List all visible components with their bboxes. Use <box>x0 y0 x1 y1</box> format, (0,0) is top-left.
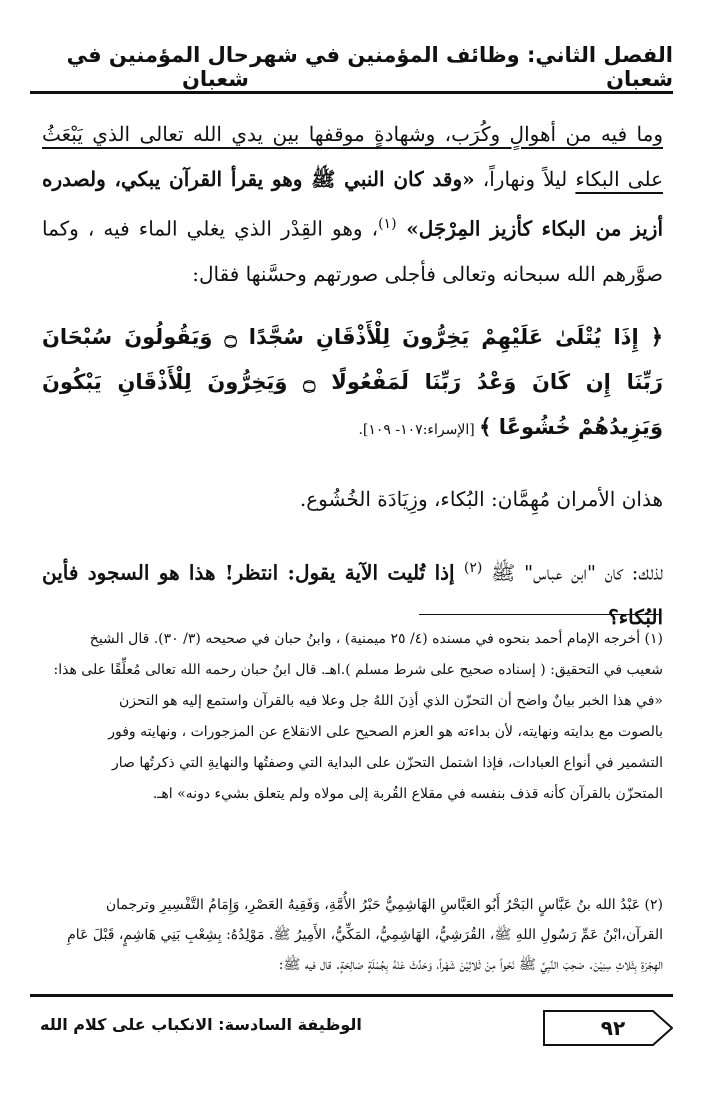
paragraph-1-line2: ليلاً ونهاراً، <box>474 167 568 191</box>
footer-divider <box>30 994 673 997</box>
verse-text: ﴿ إِذَا يُتْلَىٰ عَلَيْهِمْ يَخِرُّونَ لِلْأَذْقَانِ سُجَّدًا ۝ وَيَقُولُونَ سُبْحَانَ رَبِّنَا إِن كَانَ وَعْدُ رَبِّنَا لَمَفْعُولًا ۝ وَيَخِرُّونَ لِلْأَذْقَانِ يَبْكُونَ وَيَزِيدُهُمْ خُشُوعًا ﴾ <box>42 324 663 439</box>
paragraph-2: هذان الأمران مُهِمَّان: البُكاء، وزِيَادَة الخُشُوع. <box>299 486 663 511</box>
footnote-separator <box>419 614 661 615</box>
chapter-title: الفصل الثاني: وظائف المؤمنين في شهر شعبان <box>250 43 673 91</box>
paragraph-3-quote: إذا تُليت الآية يقول: انتظر! هذا هو السجود فأين البُكاء؟ <box>42 560 663 630</box>
page-number: ٩٢ <box>600 1016 626 1040</box>
footnote-1 <box>42 624 663 810</box>
footnote-1-line: المتحزّن بالقرآن كأنه قذف بنفسه في مقلاع القُربة إلى مولاه ولم يتعلق بشيء دونه» اهـ. <box>152 786 663 802</box>
footnote-2-line: القرآن،ابْنُ عَمِّ رَسُولِ اللهِ ﷺ، القُرَشِيُّ، الهَاشِمِيُّ، المَكِّيُّ، الأَمِيرُ ﷺ. مَوْلِدُهُ: بِشِعْبِ بَنِي هَاشِمٍ، قَبْلَ عَامِ <box>67 927 663 943</box>
footnote-1-line: شعيب في التحقيق: ( إسناده صحيح على شرط مسلم ).اهـ. قال ابنُ حبان رحمه الله تعالى مُعلِّقًا على هذا: <box>53 662 663 678</box>
footnote-2-line: الهِجْرَةِ بِثَلاثِ سِنِيْنَ. صَحِبَ النَّبِيَّ ﷺ نَحْواً مِنْ ثَلاثِيْنَ شَهْراً، وَحَدَّثَ عَنْهُ بِجُمْلَةٍ صَالِحَةٍ. قال فيه ﷺ: <box>278 957 663 973</box>
hadith-quote: «وقد كان النبي ﷺ وهو يقرأ القرآن يبكي، ولصدره أزيز من البكاء كأزيز المِرْجَل» <box>42 167 663 241</box>
paragraph-3-start: لذلك: كان "ابن عباس" ﷺ <box>482 560 663 585</box>
footnote-2-line: (٢) عَبْدُ الله بنُ عَبَّاسٍ البَحْرُ أَبُو العَبَّاسِ الهَاشِمِيُّ حَبْرُ الأُمَّةِ، وَفَقِيهُ العَصْرِ، وَإِمَامُ التَّفْسِيرِ وترجمان <box>105 897 663 913</box>
paragraph-1 <box>42 112 663 297</box>
footnote-1-line: «في هذا الخبر بيانٌ واضح أن التحزّن الذي أذِنَ اللهُ جل وعلا فيه بالقرآن واستمع إليه هو التحزن <box>119 693 663 709</box>
main-text <box>42 112 663 640</box>
page-number-tab <box>543 1010 673 1046</box>
footnote-ref-2: (٢) <box>463 559 483 576</box>
verse-reference: [الإسراء:١٠٧- ١٠٩]. <box>358 421 480 438</box>
underlined-phrase: وما فيه من أهوالٍ وكُرَب، وشهادةٍ موقفها بين يدي الله تعالى الذي يَبْعَثُ على البكاء <box>42 122 664 191</box>
header-divider <box>30 91 673 94</box>
running-header <box>30 43 673 91</box>
footnote-1-line: التشمير في أنواع العبادات، فإذا اشتمل التحزّن على البداية التي وصفتُها والنهايةِ التي ذكرتُها صار <box>112 755 663 771</box>
footnote-ref-1: (١) <box>378 216 397 232</box>
paragraph-1-rest: ، وهو القِدْر الذي يغلي الماء فيه ، وكما صوَّرهم الله سبحانه وتعالى فأجلى صورتهم وحسَّنها فقال: <box>42 216 663 286</box>
footnote-1-line: (١) أخرجه الإمام أحمد بنحوه في مسنده (٤/ ٢٥ ميمنية) ، وابنُ حبان في صحيحه (٣/ ٣٠). قال الشيخ <box>89 631 663 647</box>
footer-section-label: الوظيفة السادسة: الانكباب على كلام الله <box>40 1015 362 1034</box>
section-title: حال المؤمنين في شعبان <box>66 43 249 91</box>
quran-verse <box>42 315 663 453</box>
footnote-1-line: بالصوت مع بدايته ونهايته، لأن بداءته هو العزم الصحيح على الانقلاع عن المزجورات ، ونهايته وفور <box>108 724 663 740</box>
footnote-2 <box>36 890 663 980</box>
